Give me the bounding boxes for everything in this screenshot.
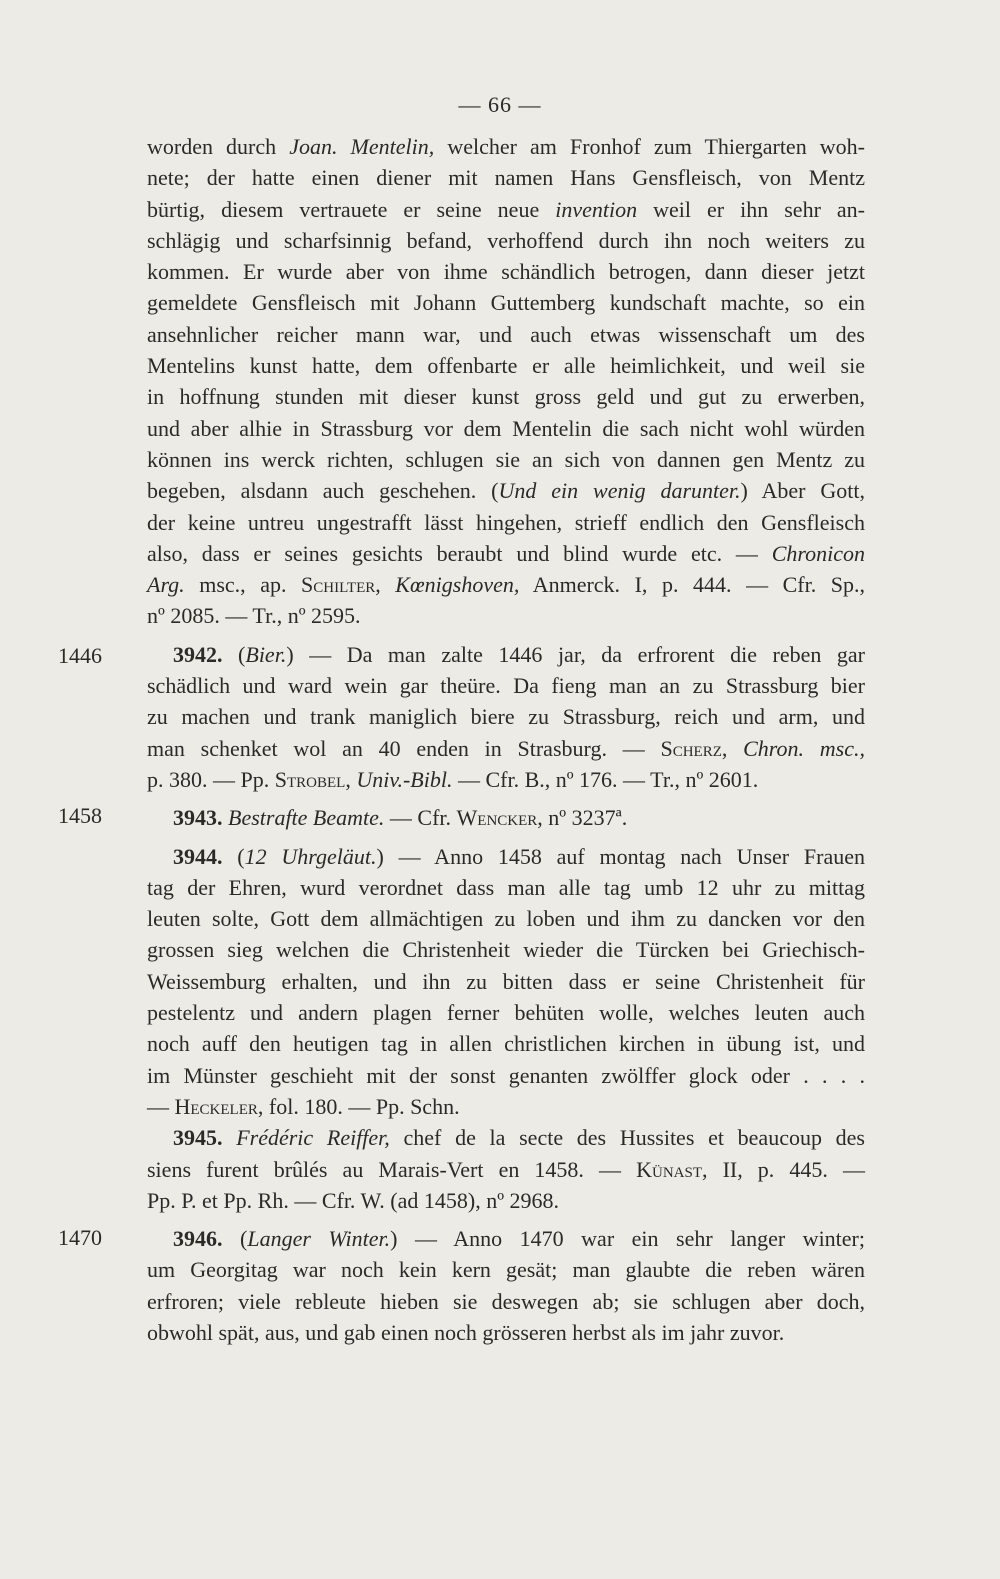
italic-run: Chron. msc., xyxy=(743,735,866,761)
margin-year: 1470 xyxy=(58,1225,102,1250)
text-line xyxy=(147,569,865,600)
text-run: leuten solte, Gott dem allmächtigen zu loben und ihm zu dancken vor den xyxy=(147,906,865,932)
text-line xyxy=(147,350,865,381)
text-run: ) — Anno 1470 war ein sehr langer winter; xyxy=(390,1226,865,1252)
text-run: Mentelins kunst hatte, dem offenbarte er alle heimlichkeit, und weil sie xyxy=(147,353,865,379)
text-run: Pp. P. et Pp. Rh. — Cfr. W. (ad 1458), nº 2968. xyxy=(147,1187,560,1213)
text-run: ) — Da man zalte 1446 jar, da erfrorent die reben gar xyxy=(286,641,866,667)
text-line xyxy=(147,903,865,934)
text-run: ) Aber Gott, xyxy=(740,478,865,504)
text-line xyxy=(147,1060,865,1091)
text-line xyxy=(147,413,865,444)
text-run: obwohl spät, aus, und gab einen noch grösseren herbst als im jahr zuvor. xyxy=(147,1319,785,1345)
text-run: grossen sieg welchen die Christenheit wieder die Türcken bei Griechisch- xyxy=(147,937,865,963)
text-line xyxy=(147,1091,865,1122)
paragraph-continuation xyxy=(147,131,865,632)
italic-run: Kœnigshoven, xyxy=(395,572,520,598)
text-run: tag der Ehren, wurd verordnet dass man alle tag umb 12 uhr zu mittag xyxy=(147,874,865,900)
text-run: schlägig und scharfsinnig befand, verhoffend durch ihn noch weiters zu xyxy=(147,227,865,253)
italic-run: Bestrafte Beamte. xyxy=(228,805,385,831)
margin-year: 1458 xyxy=(58,803,102,828)
margin-year: 1446 xyxy=(58,643,102,668)
text-line xyxy=(147,1185,865,1216)
text-line xyxy=(147,872,865,903)
text-run: , xyxy=(721,735,744,761)
entry-3942 xyxy=(147,639,865,795)
text-line xyxy=(147,319,865,350)
text-run: in hoffnung stunden mit dieser kunst gross geld und gut zu erwerben, xyxy=(147,384,865,410)
italic-run: Univ.-Bibl. xyxy=(356,766,453,792)
text-run: — Cfr. xyxy=(384,805,457,831)
text-run: , xyxy=(375,572,396,598)
text-run: zu machen und trank maniglich biere zu Strassburg, reich und arm, und xyxy=(147,704,865,730)
text-run: ( xyxy=(222,641,246,667)
text-run: können ins werck richten, schlugen sie an sich von dannen gen Mentz zu xyxy=(147,446,865,472)
page-number: — 66 — xyxy=(458,92,542,117)
text-run: , II, p. 445. — xyxy=(701,1156,865,1182)
text-run: ( xyxy=(222,1226,248,1252)
text-run: — xyxy=(147,1093,175,1119)
text-run: chef de la secte des Hussites et beaucoup des xyxy=(389,1125,865,1151)
text-line xyxy=(147,639,865,670)
italic-run: Langer Winter. xyxy=(247,1226,391,1252)
text-run xyxy=(223,1125,237,1150)
text-run: schädlich und ward wein gar theüre. Da fieng man an zu Strassburg bier xyxy=(147,673,865,699)
text-column xyxy=(147,131,865,1348)
text-run: , nº 3237ª. xyxy=(537,805,628,831)
text-run: siens furent brûlés au Marais-Vert en 1458. — xyxy=(147,1156,637,1182)
author-name: Schilter xyxy=(301,572,376,598)
text-run: ) — Anno 1458 auf montag nach Unser Frauen xyxy=(376,843,865,869)
italic-run: Bier. xyxy=(245,641,287,667)
entry-number: 3942. xyxy=(173,641,223,667)
text-run: — Cfr. B., nº 176. — Tr., nº 2601. xyxy=(452,766,759,792)
text-run: nº 2085. — Tr., nº 2595. xyxy=(147,603,361,629)
entry-3945 xyxy=(147,1122,865,1216)
text-line xyxy=(147,934,865,965)
text-line xyxy=(147,997,865,1028)
text-line xyxy=(147,194,865,225)
text-line xyxy=(147,670,865,701)
text-run: begeben, alsdann auch geschehen. ( xyxy=(147,478,499,504)
text-line xyxy=(147,733,865,764)
text-run: ansehnlicher reicher mann war, und auch etwas wissenschaft um des xyxy=(147,321,865,347)
text-run: noch auff den heutigen tag in allen christlichen kirchen in übung ist, und xyxy=(147,1031,865,1057)
text-run: bürtig, diesem vertrauete er seine neue xyxy=(147,196,556,222)
text-run: nete; der hatte einen diener mit namen Hans Gensfleisch, von Mentz xyxy=(147,165,865,191)
text-line xyxy=(147,1254,865,1285)
entry-number: 3943. xyxy=(173,805,223,831)
entry-number: 3946. xyxy=(173,1226,223,1252)
text-line xyxy=(147,444,865,475)
text-run: worden durch xyxy=(147,134,290,159)
text-run: also, dass er seines gesichts beraubt und blind wurde etc. — xyxy=(147,540,772,566)
text-run: Anmerck. I, p. 444. — Cfr. Sp., xyxy=(519,572,866,598)
entry-3946 xyxy=(147,1223,865,1348)
italic-run: Arg. xyxy=(147,572,185,598)
italic-run: Und ein wenig darunter. xyxy=(498,478,741,504)
text-run: erfroren; viele rebleute hieben sie deswegen ab; sie schlugen aber doch, xyxy=(147,1288,865,1314)
text-run: pestelentz und andern plagen ferner behüten wolle, welches leuten auch xyxy=(147,1000,865,1026)
text-line xyxy=(147,475,865,506)
italic-run: Chronicon xyxy=(771,540,865,566)
text-run: und aber alhie in Strassburg vor dem Mentelin die sach nicht wohl würden xyxy=(147,415,865,441)
entry-number: 3945. xyxy=(173,1125,223,1151)
text-line xyxy=(147,701,865,732)
text-line xyxy=(147,841,865,872)
text-run: Weissemburg erhalten, und ihn zu bitten dass er seine Christenheit für xyxy=(147,968,865,994)
text-run: um Georgitag war noch kein kern gesät; man glaubte die reben wären xyxy=(147,1257,865,1283)
text-line xyxy=(147,131,865,162)
entry-3944 xyxy=(147,841,865,1123)
text-line xyxy=(147,764,865,795)
text-line xyxy=(147,162,865,193)
author-name: Wencker xyxy=(456,805,538,831)
text-line xyxy=(147,1286,865,1317)
text-run: , fol. 180. — Pp. Schn. xyxy=(257,1093,460,1119)
text-run: msc., ap. xyxy=(184,572,302,598)
author-name: Scherz xyxy=(660,735,722,761)
author-name: Strobel xyxy=(274,766,346,792)
text-line xyxy=(147,966,865,997)
text-run: der keine untreu ungestrafft lässt hingehen, strieff endlich den Gensfleisch xyxy=(147,509,865,535)
text-run: ( xyxy=(222,843,245,869)
text-run: , xyxy=(345,766,357,792)
text-line xyxy=(147,287,865,318)
text-run: man schenket wol an 40 enden in Strasburg. — xyxy=(147,735,661,761)
text-line xyxy=(147,1028,865,1059)
text-line xyxy=(147,225,865,256)
text-line xyxy=(147,381,865,412)
text-run: welcher am Fronhof zum Thiergarten woh- xyxy=(434,134,865,159)
italic-run: invention xyxy=(555,196,638,222)
text-line xyxy=(147,1223,865,1254)
entry-number: 3944. xyxy=(173,843,223,869)
text-line xyxy=(147,600,865,631)
author-name: Heckeler xyxy=(174,1093,258,1119)
text-run: gemeldete Gensfleisch mit Johann Guttemberg kundschaft machte, so ein xyxy=(147,290,865,316)
entry-3943 xyxy=(147,802,865,833)
text-run: im Münster geschieht mit der sonst genanten zwölffer glock oder . . . . xyxy=(147,1062,865,1088)
italic-run: Joan. Mentelin, xyxy=(289,134,435,159)
italic-run: 12 Uhrgeläut. xyxy=(244,843,377,869)
text-line xyxy=(147,1317,865,1348)
text-line xyxy=(147,1154,865,1185)
text-run: p. 380. — Pp. xyxy=(147,766,275,792)
text-line xyxy=(147,507,865,538)
italic-run: Frédéric Reiffer, xyxy=(236,1125,390,1151)
text-run: weil er ihn sehr an- xyxy=(637,196,865,222)
text-line xyxy=(147,256,865,287)
author-name: Künast xyxy=(636,1156,702,1182)
text-line xyxy=(147,802,865,833)
text-line xyxy=(147,538,865,569)
text-run: kommen. Er wurde aber von ihme schändlich betrogen, dann dieser jetzt xyxy=(147,259,865,285)
text-line xyxy=(147,1122,865,1153)
